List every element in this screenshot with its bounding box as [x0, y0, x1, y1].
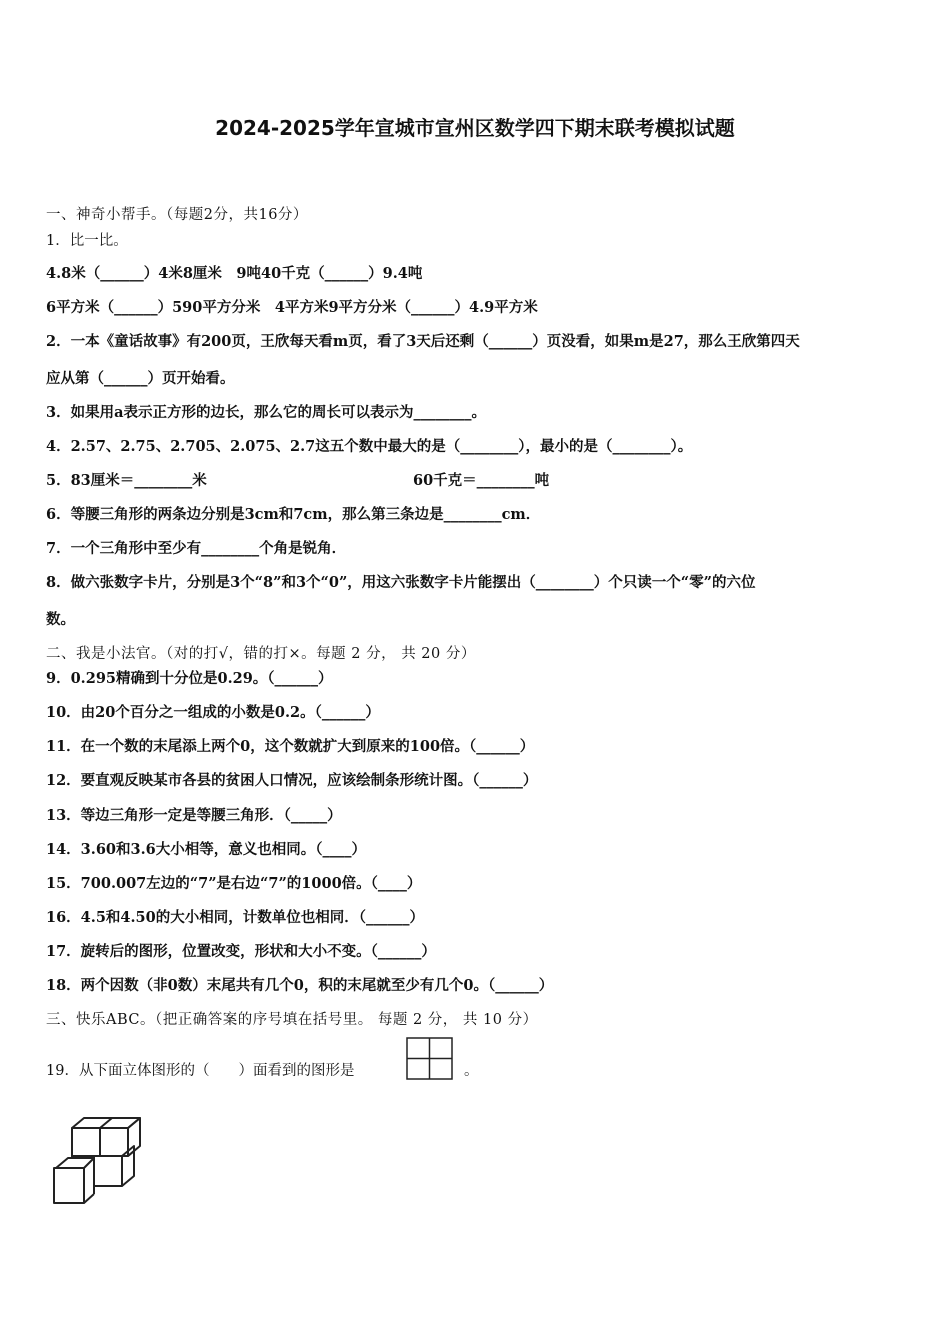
question-11: 11．在一个数的末尾添上两个0，这个数就扩大到原来的100倍。（______）	[46, 738, 535, 755]
section-1-heading: 一、神奇小帮手。（每题2分，共16分）	[46, 207, 308, 223]
page-title: 2024-2025学年宣城市宣州区数学四下期末联考模拟试题	[215, 116, 735, 140]
question-5-left: 5．83厘米＝________米	[46, 472, 207, 489]
question-14: 14．3.60和3.6大小相等，意义也相同。（____）	[46, 841, 366, 858]
question-8-line-1: 8．做六张数字卡片，分别是3个“8”和3个“0”，用这六张数字卡片能摆出（________）个只读一个“零”的六位	[46, 574, 756, 591]
section-3-heading: 三、快乐ABC。（把正确答案的序号填在括号里。 每题 2 分， 共 10 分）	[46, 1012, 538, 1028]
question-12: 12．要直观反映某市各县的贫困人口情况，应该绘制条形统计图。（______）	[46, 772, 538, 789]
question-9: 9．0.295精确到十分位是0.29。（______）	[46, 670, 333, 687]
cube-stack-figure	[50, 1116, 150, 1211]
question-1-row-2: 6平方米（______）590平方分米 4平方米9平方分米（______）4.9平方米	[46, 299, 538, 316]
question-17: 17．旋转后的图形，位置改变，形状和大小不变。（______）	[46, 943, 436, 960]
question-10: 10．由20个百分之一组成的小数是0.2。（______）	[46, 704, 380, 721]
question-1-row-1: 4.8米（______）4米8厘米 9吨40千克（______）9.4吨	[46, 265, 423, 282]
question-3: 3．如果用a表示正方形的边长，那么它的周长可以表示为________。	[46, 404, 486, 421]
question-16: 16．4.5和4.50的大小相同，计数单位也相同．（______）	[46, 909, 424, 926]
question-6: 6．等腰三角形的两条边分别是3cm和7cm，那么第三条边是________cm．	[46, 506, 541, 523]
question-2-line-1: 2．一本《童话故事》有200页，王欣每天看m页，看了3天后还剩（______）页没看，如果m是27，那么王欣第四天	[46, 333, 800, 350]
section-2-heading: 二、我是小法官。（对的打√，错的打×。每题 2 分， 共 20 分）	[46, 646, 476, 662]
question-19-end: 。	[464, 1063, 479, 1079]
question-2-line-2: 应从第（______）页开始看。	[46, 370, 235, 387]
question-18: 18．两个因数（非0数）末尾共有几个0，积的末尾就至少有几个0。（______）	[46, 977, 554, 994]
question-1: 1．比一比。	[46, 233, 128, 249]
question-13: 13．等边三角形一定是等腰三角形．（_____）	[46, 807, 342, 824]
question-15: 15．700.007左边的“7”是右边“7”的1000倍。（____）	[46, 875, 422, 892]
question-5-right: 60千克＝________吨	[413, 472, 550, 489]
question-7: 7．一个三角形中至少有________个角是锐角．	[46, 540, 347, 557]
square-grid-view-icon	[406, 1037, 454, 1081]
question-8-line-2: 数。	[46, 611, 75, 628]
question-4: 4．2.57、2.75、2.705、2.075、2.7这五个数中最大的是（________），最小的是（________）。	[46, 438, 693, 455]
question-19: 19．从下面立体图形的（ ）面看到的图形是	[46, 1063, 355, 1079]
